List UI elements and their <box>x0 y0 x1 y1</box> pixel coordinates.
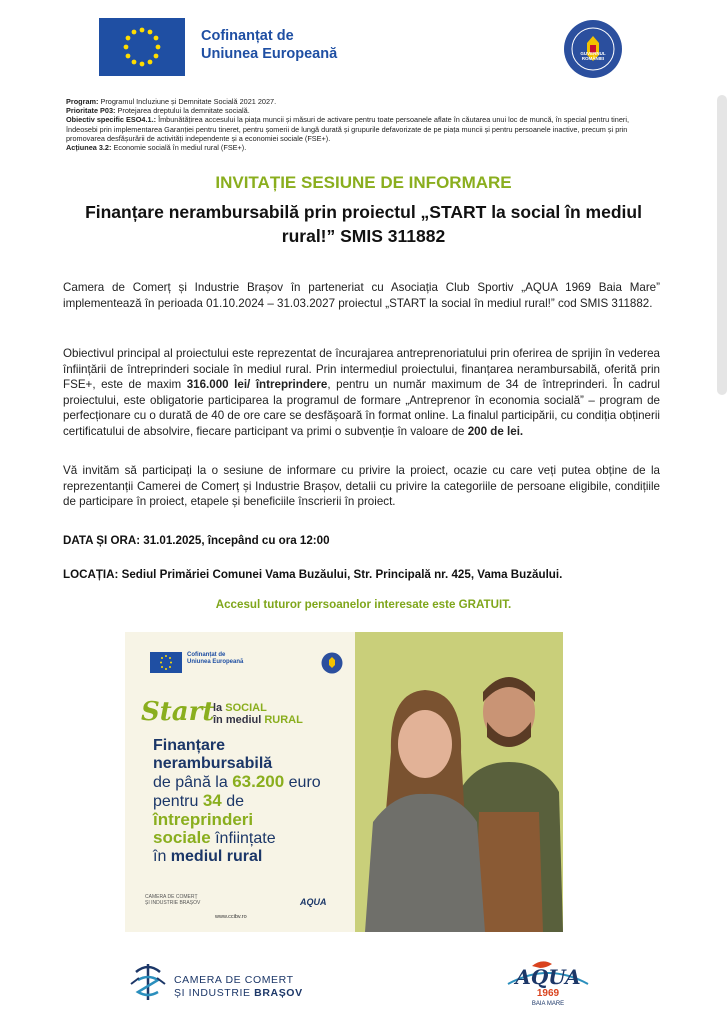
free-access-note: Accesul tuturor persoanelor interesate este GRATUIT. <box>215 598 512 611</box>
objective-line: Obiectiv specific ESO4.1.: Îmbunătățirea accesului la piața muncii și măsuri de activare pentru toate persoanele aflate în căutarea unui loc de muncă, în special pentru tineri, îndeosebi prin implementarea Garanției pentru tineret, pentru șomerii de lungă durată și grupurile defavorizate de pe piața muncii și pentru persoanele inactive, precum și prin promovarea desfășurării de activități independente și a economiei sociale (FSE+). <box>66 115 629 143</box>
scrollbar[interactable] <box>717 95 727 395</box>
poster-eu-flag-icon <box>150 652 182 673</box>
priority-line: Prioritate P03: Protejarea dreptului la demnitate socială. <box>66 106 250 116</box>
date-time: DATA ȘI ORA: 31.01.2025, începând cu ora 12:00 <box>63 534 330 547</box>
poster-cci-label: CAMERA DE COMERȚ ȘI INDUSTRIE BRAȘOV <box>145 894 201 906</box>
romanian-government-seal-icon <box>563 19 623 79</box>
project-title: Finanțare nerambursabilă prin proiectul „START la social în mediul rural!” SMIS 311882 <box>85 202 642 246</box>
poster-url: www.ccibv.ro <box>215 914 247 920</box>
poster-start-subtitle: la SOCIAL în mediul RURAL <box>213 702 303 726</box>
eu-cofinancing-label <box>201 27 337 63</box>
poster-aqua-logo: AQUA <box>300 897 327 907</box>
eu-line1: Cofinanțat de <box>201 28 294 44</box>
invite-paragraph: Vă invităm să participați la o sesiune de informare cu privire la proiect, ocazie cu care veți putea obține de la reprezentanții Camerei de Comerț și Industrie Brașov, detalii cu privire la categoriile de persoane eligibile, condițiile de participare în proiect, etapele și beneficiile înscrierii în proiect. <box>63 464 660 509</box>
cci-brasov-name: CAMERA DE COMERT ȘI INDUSTRIE BRAȘOV <box>174 974 303 999</box>
cci-brasov-logo-icon <box>127 960 169 1004</box>
aqua-name: AQUA <box>515 965 581 989</box>
poster-start-word: Start <box>141 697 215 727</box>
invitation-title: INVITAȚIE SESIUNE DE INFORMARE <box>215 173 512 192</box>
poster-gov-seal-icon <box>321 652 343 674</box>
aqua-year: 1969 <box>536 988 560 999</box>
action-line: Acțiunea 3.2: Economie socială în mediul rural (FSE+). <box>66 143 247 153</box>
woman-photo <box>365 672 485 932</box>
program-info <box>66 97 658 152</box>
eu-line2: Uniunea Europeană <box>201 46 338 62</box>
eu-flag-icon <box>99 18 185 76</box>
poster-funding-text: Finanțare nerambursabilă de până la 63.200 euro pentru 34 de întreprinderi sociale înființate în mediul rural <box>153 737 321 865</box>
objective-paragraph: Obiectivul principal al proiectului este reprezentat de încurajarea antreprenoriatului prin oferirea de sprijin în vederea înființării de întreprinderi sociale în mediul rural. Prin intermediul proiectului, finanțarea nerambursabilă, oferită prin FSE+, este de maxim 316.000 lei/ întreprindere, pentru un număr maximum de 34 de întreprinderi. În cadrul proiectului, este obligatorie participarea la programul de formare „Antreprenor în economia socială” – program de perfecționare cu o durată de 40 de ore care se desfășoară în format online. La finalul participării, cu condiția obținerii certificatului de absolvire, fiecare participant va primi o subvenție în valoare de 200 de lei. <box>63 347 660 438</box>
intro-paragraph: Camera de Comerț și Industrie Brașov în parteneriat cu Asociația Club Sportiv „AQUA 1969 Baia Mare” implementează în perioada 01.10.2024 – 31.03.2027 proiectul „START la social în mediul rural!” cod SMIS 311882. <box>63 281 660 310</box>
gov-seal-text: GUVERNUL ROMÂNIEI <box>580 51 606 61</box>
location: LOCAȚIA: Sediul Primăriei Comunei Vama Buzăului, Str. Principală nr. 425, Vama Buzăului. <box>63 568 563 581</box>
aqua-city: BAIA MARE <box>531 1001 565 1007</box>
program-line: Program: Programul Incluziune și Demnitate Socială 2021 2027. <box>66 97 277 106</box>
poster-eu-label: Cofinanțat de Uniunea Europeană <box>187 652 244 665</box>
promo-poster <box>125 632 563 932</box>
